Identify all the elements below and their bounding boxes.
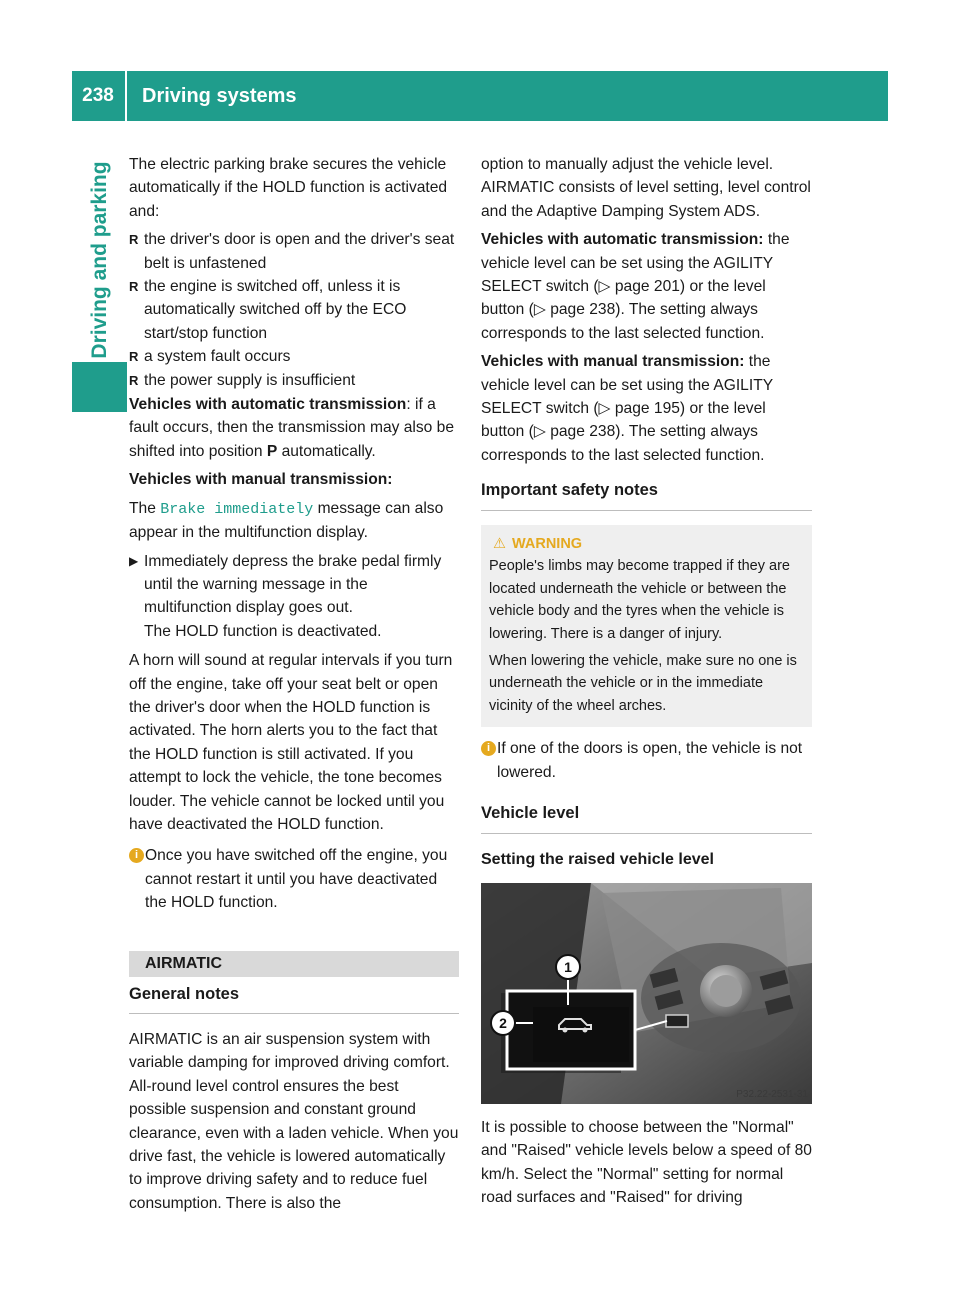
callout-label: 2 — [499, 1015, 507, 1032]
list-item: R the engine is switched off, unless it is automatically switched off by the ECO start/stop function — [129, 278, 407, 342]
side-tab — [72, 150, 127, 370]
warning-text: People's limbs may become trapped if they are located underneath the vehicle or between the vehicle body and the tyres when the vehicle is lowering. There is a danger of injury. — [489, 558, 790, 643]
info-note: i If one of the doors is open, the vehicle is not lowered. — [481, 737, 812, 784]
auto-transmission-note: Vehicles with automatic transmission: if a fault occurs, then the transmission may also be shifted into position P automatically. — [129, 396, 455, 460]
page-number: 238 — [82, 85, 114, 106]
photo-code: P32.22-2531-31 — [736, 1089, 808, 1101]
info-icon: i — [129, 848, 144, 863]
horn-text: A horn will sound at regular intervals if you turn off the engine, take off your seat belt or open the driver's door when the HOLD function is activated. The horn alerts you to the fact that the HOLD function is still activated. If you attempt to lock the vehicle, the tone becomes louder. The vehicle cannot be locked until you have deactivated the HOLD function. — [129, 652, 453, 833]
side-tab-marker — [72, 362, 127, 412]
vehicle-level-heading: Vehicle level — [481, 802, 812, 833]
info-note: i Once you have switched off the engine, you cannot restart it until you have deactivated the HOLD function. — [129, 844, 459, 914]
right-column — [481, 153, 812, 1215]
instruction-step: ▶ Immediately depress the brake pedal firmly until the warning message in the multifunction display goes out. The HOLD function is deactivated. — [129, 552, 442, 640]
intro-text: The electric parking brake secures the vehicle automatically if the HOLD function is activated and: — [129, 156, 448, 220]
safety-notes-heading: Important safety notes — [481, 479, 812, 510]
warning-text: When lowering the vehicle, make sure no one is underneath the vehicle or in the immediate vicinity of the wheel arches. — [489, 652, 797, 714]
raised-level-text: It is possible to choose between the "Normal" and "Raised" vehicle levels below a speed of 80 km/h. Select the "Normal" setting for normal road surfaces and "Raised" for driving — [481, 1119, 812, 1207]
section-title: AIRMATIC — [129, 951, 459, 977]
callout-label: 1 — [564, 959, 572, 976]
warning-box: ⚠ WARNING People's limbs may become trapped if they are located underneath the vehicle or between the vehicle body and the tyres when the vehicle is lowering. There is a danger of injury. When lowering the vehicle, make sure no one is underneath the vehicle or in the immediate vicinity of the wheel arches. — [481, 525, 812, 728]
header-divider — [125, 71, 127, 121]
brake-message-note: The Brake immediately message can also appear in the multifunction display. — [129, 499, 444, 542]
airmatic-text: AIRMATIC is an air suspension system with variable damping for improved driving comfort. All-round level control ensures the best possible suspension and constant ground clearance, even with a laden vehicle. When you drive fast, the vehicle is lowered automatically to improve driving safety and to reduce fuel consumption. There is also the — [129, 1031, 459, 1212]
raised-level-heading: Setting the raised vehicle level — [481, 850, 714, 868]
general-notes-heading: General notes — [129, 983, 459, 1014]
display-message: Brake immediately — [160, 500, 314, 518]
list-item: R the driver's door is open and the driver's seat belt is unfastened — [129, 231, 455, 272]
continued-text: option to manually adjust the vehicle level. AIRMATIC consists of level setting, level control and the Adaptive Damping System ADS. — [481, 156, 811, 220]
info-icon: i — [481, 741, 496, 756]
side-tab-label: Driving and parking — [87, 161, 111, 359]
left-column — [129, 153, 459, 1220]
manual-level-note: Vehicles with manual transmission: the vehicle level can be set using the AGILITY SELECT switch (▷ page 195) or the level button (▷ page 238). The setting always corresponds to the last selected function. — [481, 353, 773, 464]
list-item: R the power supply is insufficient — [129, 371, 356, 389]
warning-icon: ⚠ — [493, 535, 506, 552]
center-console-photo — [481, 883, 812, 1104]
manual-transmission-label: Vehicles with manual transmission: — [129, 471, 393, 489]
auto-level-note: Vehicles with automatic transmission: the vehicle level can be set using the AGILITY SELECT switch (▷ page 201) or the level button (▷ page 238). The setting always corresponds to the last selected function. — [481, 231, 790, 342]
page-title: Driving systems — [142, 85, 297, 107]
list-item: R a system fault occurs — [129, 348, 291, 366]
